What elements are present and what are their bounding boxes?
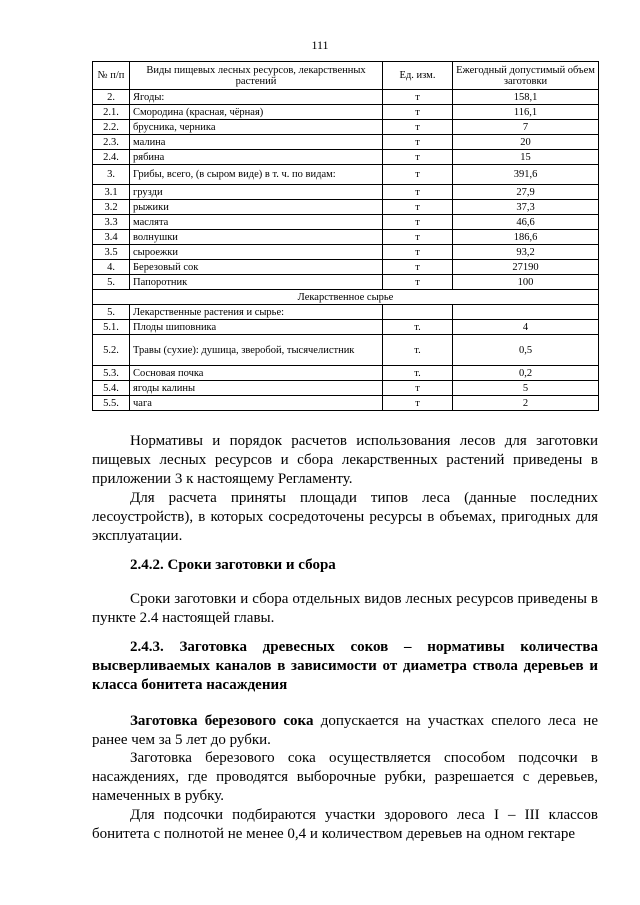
- row-name: рябина: [130, 150, 383, 165]
- row-value: [453, 305, 599, 320]
- paragraph-birch-sap: [92, 712, 598, 750]
- table-body-medicinal: [93, 305, 599, 411]
- table-row: [93, 120, 599, 135]
- header-volume: Ежегодный допустимый объем заготовки: [453, 62, 599, 90]
- row-number: 3.3: [93, 215, 130, 230]
- row-number: 5.: [93, 305, 130, 320]
- row-unit: т: [383, 105, 453, 120]
- row-value: 46,6: [453, 215, 599, 230]
- paragraph-norms: Нормативы и порядок расчетов использования лесов для заготовки пищевых лесных ресурсов и сбора лекарственных растений приведены в приложении 3 к настоящему Регламенту.: [92, 433, 598, 487]
- row-unit: т: [383, 245, 453, 260]
- row-unit: т: [383, 381, 453, 396]
- row-name: Смородина (красная, чёрная): [130, 105, 383, 120]
- row-name: Грибы, всего, (в сыром виде) в т. ч. по видам:: [130, 165, 383, 185]
- table-row: [93, 381, 599, 396]
- row-unit: [383, 305, 453, 320]
- row-name: Травы (сухие): душица, зверобой, тысячелистник: [130, 335, 383, 366]
- birch-sap-rest: допускается на участках спелого леса не ранее чем за 5 лет до рубки.: [92, 713, 598, 748]
- row-name: чага: [130, 396, 383, 411]
- row-unit: т: [383, 165, 453, 185]
- table-row: [93, 366, 599, 381]
- row-value: 158,1: [453, 90, 599, 105]
- birch-sap-bold: Заготовка березового сока: [130, 713, 314, 729]
- row-value: 391,6: [453, 165, 599, 185]
- table-body-food: [93, 90, 599, 290]
- row-value: 4: [453, 320, 599, 335]
- table-row: [93, 200, 599, 215]
- table-header-row: [93, 62, 599, 90]
- row-unit: т: [383, 275, 453, 290]
- row-name: Папоротник: [130, 275, 383, 290]
- row-value: 20: [453, 135, 599, 150]
- row-name: брусника, черника: [130, 120, 383, 135]
- table-row: [93, 90, 599, 105]
- row-unit: т.: [383, 366, 453, 381]
- header-name: Виды пищевых лесных ресурсов, лекарственных растений: [130, 62, 383, 90]
- paragraph-terms: Сроки заготовки и сбора отдельных видов лесных ресурсов приведены в пункте 2.4 настоящей главы.: [92, 591, 598, 626]
- row-name: малина: [130, 135, 383, 150]
- paragraph-tapping: Заготовка березового сока осуществляется способом подсочки в насаждениях, где проводятся выборочные рубки, разрешается с деревьев, намеченных в рубку.: [92, 750, 598, 804]
- table-row: [93, 165, 599, 185]
- row-name: маслята: [130, 215, 383, 230]
- table-row: [93, 335, 599, 366]
- row-name: Плоды шиповника: [130, 320, 383, 335]
- row-value: 116,1: [453, 105, 599, 120]
- header-unit: Ед. изм.: [383, 62, 453, 90]
- table-row: [93, 215, 599, 230]
- row-number: 3.: [93, 165, 130, 185]
- section-title: Лекарственное сырье: [93, 290, 599, 305]
- row-name: сыроежки: [130, 245, 383, 260]
- row-value: 27,9: [453, 185, 599, 200]
- row-unit: т.: [383, 320, 453, 335]
- row-value: 186,6: [453, 230, 599, 245]
- row-name: Лекарственные растения и сырье:: [130, 305, 383, 320]
- row-value: 15: [453, 150, 599, 165]
- row-name: Ягоды:: [130, 90, 383, 105]
- row-unit: т: [383, 120, 453, 135]
- row-number: 4.: [93, 260, 130, 275]
- row-value: 100: [453, 275, 599, 290]
- row-unit: т: [383, 396, 453, 411]
- row-number: 2.: [93, 90, 130, 105]
- row-number: 2.2.: [93, 120, 130, 135]
- row-number: 5.1.: [93, 320, 130, 335]
- paragraph-selection: Для подсочки подбираются участки здорового леса I – III классов бонитета с полнотой не менее 0,4 и количеством деревьев на одном гектаре: [92, 807, 598, 842]
- row-unit: т: [383, 230, 453, 245]
- table-row: [93, 135, 599, 150]
- table-row: [93, 260, 599, 275]
- row-number: 3.1: [93, 185, 130, 200]
- row-number: 5.: [93, 275, 130, 290]
- row-number: 5.3.: [93, 366, 130, 381]
- row-number: 5.2.: [93, 335, 130, 366]
- row-name: грузди: [130, 185, 383, 200]
- page-number: 111: [311, 38, 329, 52]
- row-number: 3.5: [93, 245, 130, 260]
- row-number: 5.4.: [93, 381, 130, 396]
- row-value: 93,2: [453, 245, 599, 260]
- row-value: 0,5: [453, 335, 599, 366]
- row-name: Сосновая почка: [130, 366, 383, 381]
- row-name: ягоды калины: [130, 381, 383, 396]
- row-unit: т: [383, 135, 453, 150]
- row-name: Березовый сок: [130, 260, 383, 275]
- table-row: [93, 245, 599, 260]
- row-value: 27190: [453, 260, 599, 275]
- table-row: [93, 230, 599, 245]
- table-row: [93, 150, 599, 165]
- table-row: [93, 396, 599, 411]
- header-number: № п/п: [93, 62, 130, 90]
- row-name: рыжики: [130, 200, 383, 215]
- table-section: [93, 290, 599, 305]
- row-unit: т: [383, 150, 453, 165]
- row-number: 2.3.: [93, 135, 130, 150]
- row-number: 2.4.: [93, 150, 130, 165]
- row-value: 2: [453, 396, 599, 411]
- row-value: 37,3: [453, 200, 599, 215]
- table-row: [93, 275, 599, 290]
- row-number: 2.1.: [93, 105, 130, 120]
- row-name: волнушки: [130, 230, 383, 245]
- row-unit: т: [383, 215, 453, 230]
- row-unit: т: [383, 200, 453, 215]
- row-number: 3.4: [93, 230, 130, 245]
- table-row: [93, 185, 599, 200]
- heading-sap: 2.4.3. Заготовка древесных соков – нормативы количества высверливаемых каналов в зависимости от диаметра ствола деревьев и класса бонитета насаждения: [92, 639, 598, 693]
- row-value: 5: [453, 381, 599, 396]
- row-unit: т: [383, 260, 453, 275]
- paragraph-calculation: Для расчета приняты площади типов леса (данные последних лесоустройств), в которых сосредоточены ресурсы в объемах, пригодных для эксплуатации.: [92, 490, 598, 544]
- row-unit: т: [383, 90, 453, 105]
- row-unit: т.: [383, 335, 453, 366]
- row-number: 5.5.: [93, 396, 130, 411]
- resources-table: [92, 61, 599, 411]
- row-unit: т: [383, 185, 453, 200]
- row-number: 3.2: [93, 200, 130, 215]
- table-row: [93, 105, 599, 120]
- table-row: [93, 320, 599, 335]
- heading-terms: 2.4.2. Сроки заготовки и сбора: [130, 557, 336, 573]
- row-value: 7: [453, 120, 599, 135]
- row-value: 0,2: [453, 366, 599, 381]
- table-row: [93, 305, 599, 320]
